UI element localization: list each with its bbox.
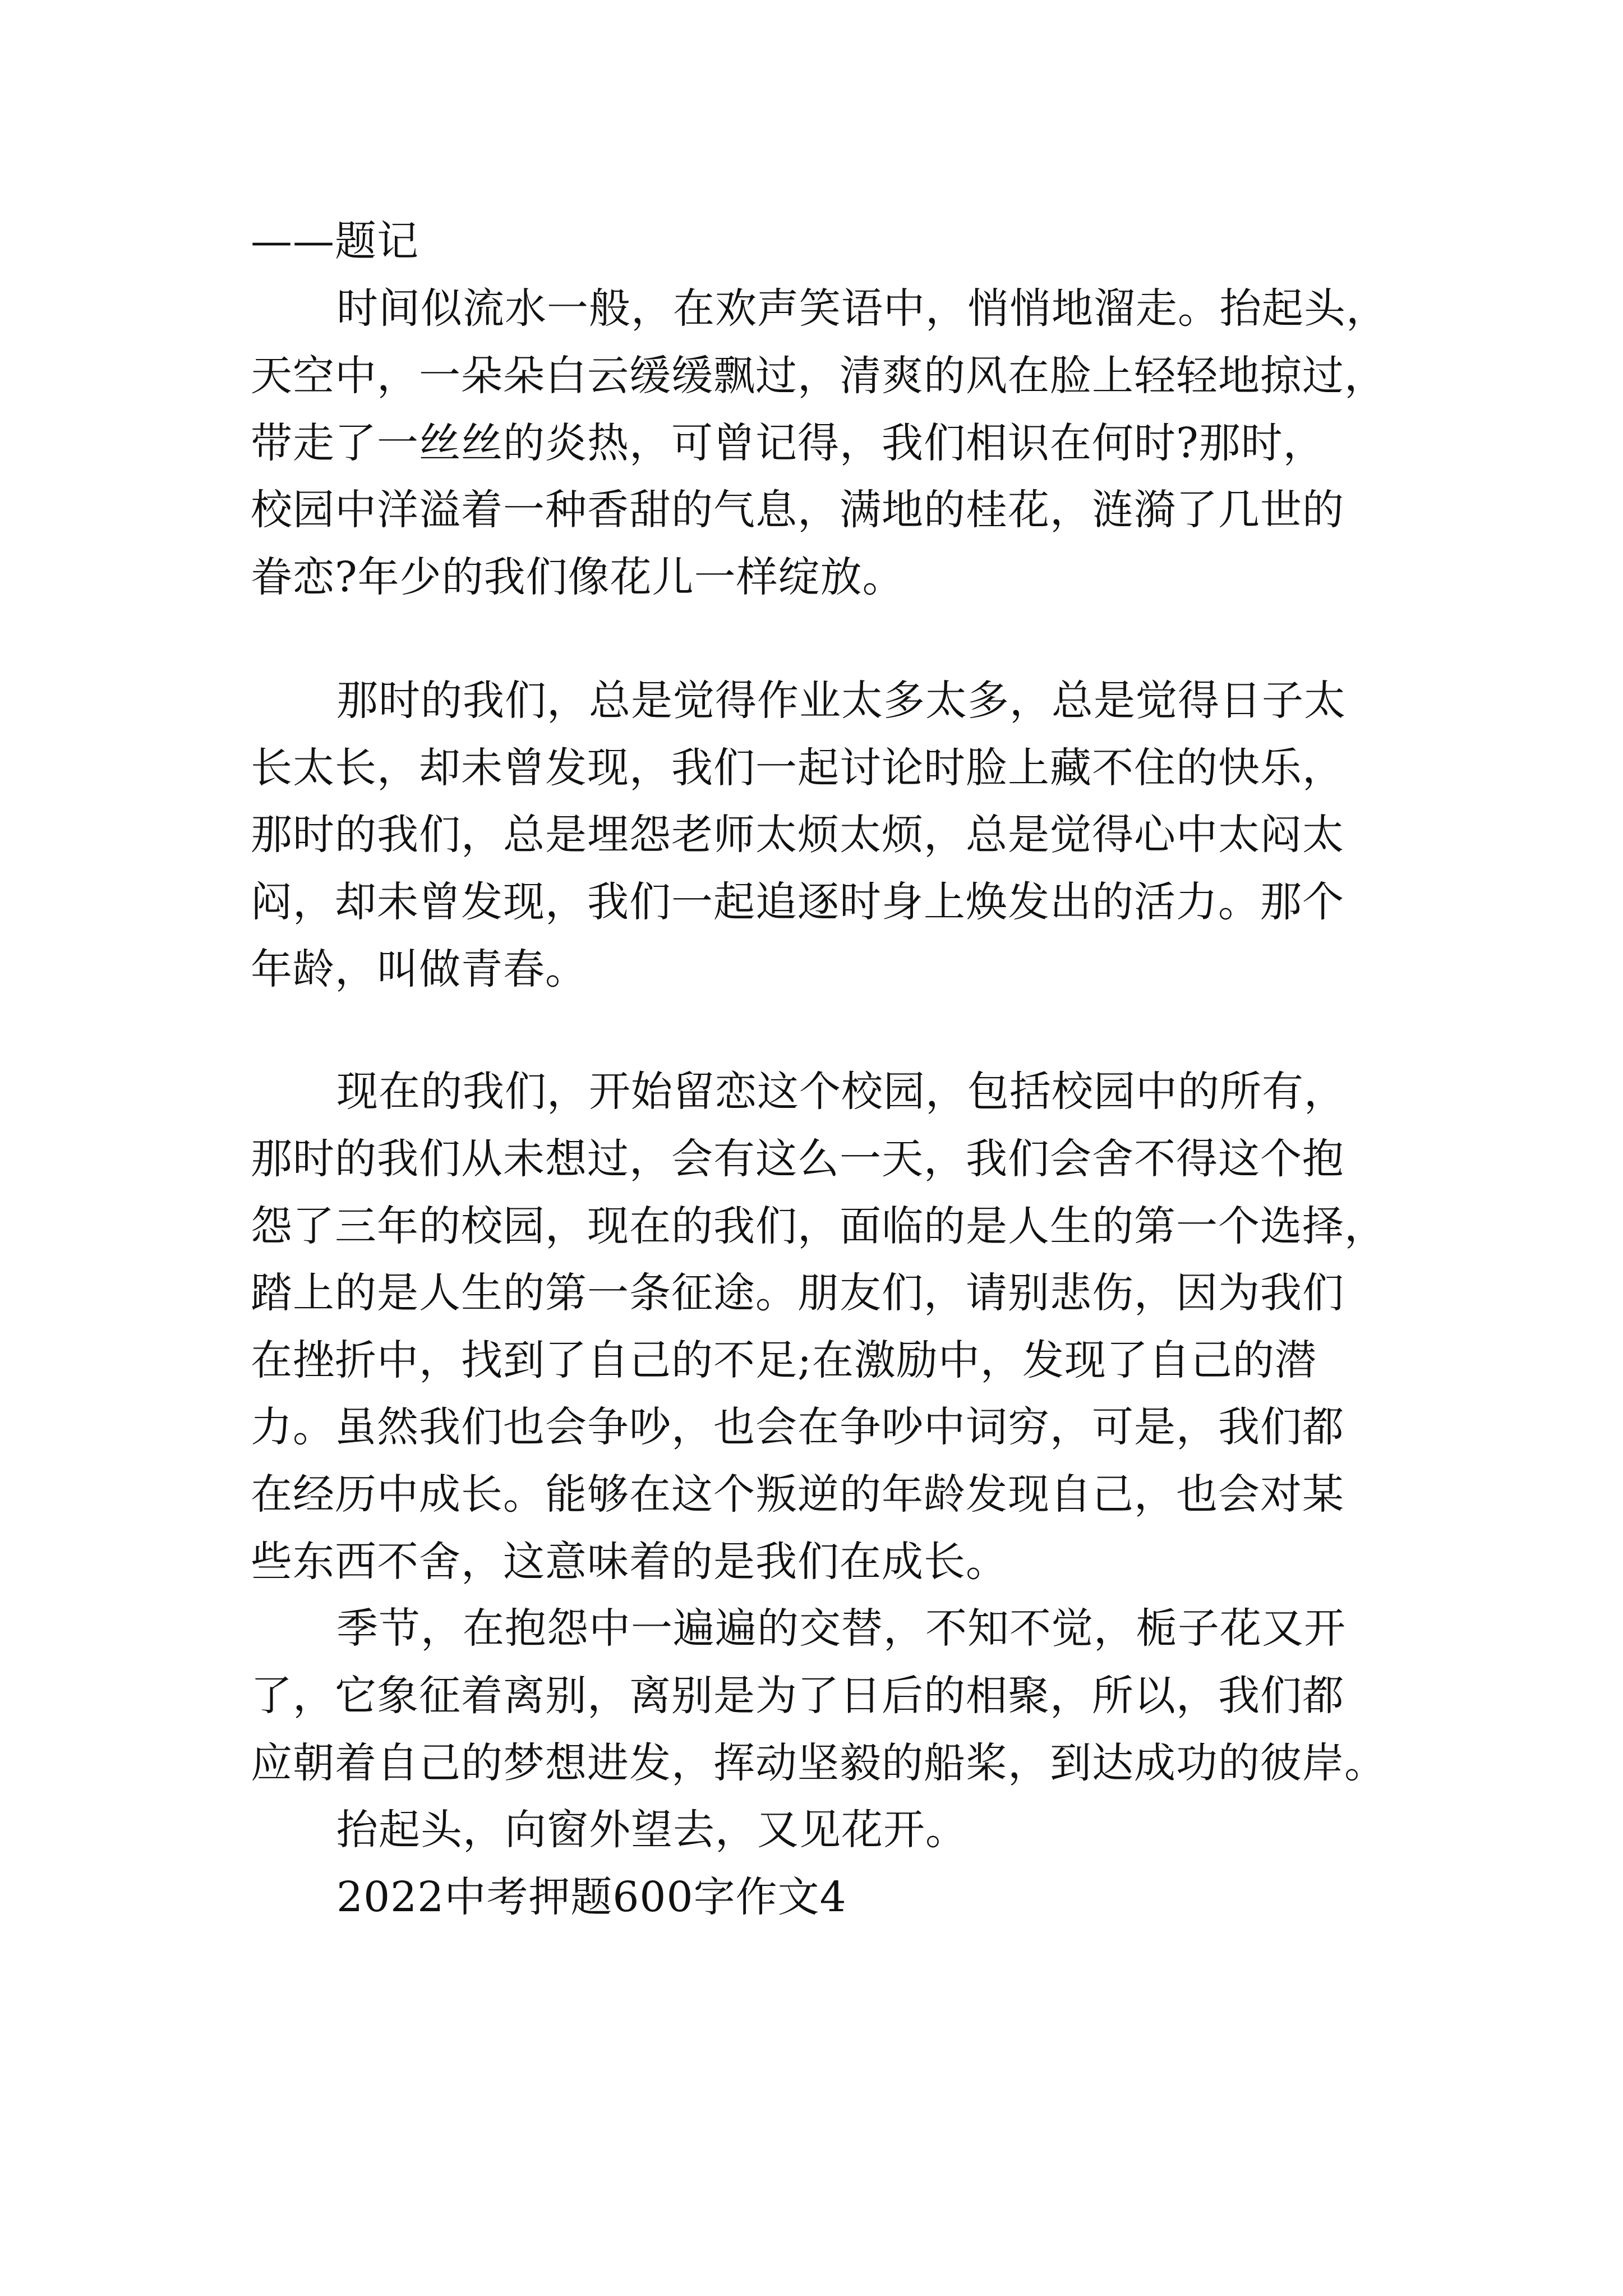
- paragraph-5-line-1: 抬起头，向窗外望去，又见花开。: [336, 1806, 967, 1854]
- paragraph-1-line-4: 校园中洋溢着一种香甜的气息，满地的桂花，涟漪了几世的: [251, 486, 1344, 534]
- paragraph-3-line-1: 现在的我们，开始留恋这个校园，包括校园中的所有，: [336, 1068, 1346, 1116]
- paragraph-2-line-5: 年龄，叫做青春。: [251, 945, 587, 993]
- paragraph-1-line-2: 天空中，一朵朵白云缓缓飘过，清爽的风在脸上轻轻地掠过，: [251, 352, 1386, 400]
- paragraph-2-line-4: 闷，却未曾发现，我们一起追逐时身上焕发出的活力。那个: [251, 878, 1344, 926]
- paragraph-4-line-2: 了，它象征着离别，离别是为了日后的相聚，所以，我们都: [251, 1672, 1344, 1720]
- paragraph-2-line-2: 长太长，却未曾发现，我们一起讨论时脸上藏不住的快乐，: [251, 744, 1344, 792]
- paragraph-3-line-7: 在经历中成长。能够在这个叛逆的年龄发现自己，也会对某: [251, 1470, 1344, 1519]
- next-essay-heading: 2022中考押题600字作文4: [336, 1873, 847, 1921]
- paragraph-3-line-8: 些东西不舍，这意味着的是我们在成长。: [251, 1538, 1008, 1586]
- paragraph-2-line-3: 那时的我们，总是埋怨老师太烦太烦，总是觉得心中太闷太: [251, 811, 1344, 859]
- epigraph-attribution: ——题记: [251, 217, 419, 265]
- paragraph-3-line-3: 怨了三年的校园，现在的我们，面临的是人生的第一个选择，: [251, 1202, 1386, 1250]
- paragraph-3-line-5: 在挫折中，找到了自己的不足;在激励中，发现了自己的潜: [251, 1336, 1317, 1384]
- paragraph-4-line-3: 应朝着自己的梦想进发，挥动坚毅的船桨，到达成功的彼岸。: [251, 1739, 1386, 1787]
- paragraph-3-line-6: 力。虽然我们也会争吵，也会在争吵中词穷，可是，我们都: [251, 1403, 1344, 1451]
- paragraph-2-line-1: 那时的我们，总是觉得作业太多太多，总是觉得日子太: [336, 677, 1346, 725]
- paragraph-1-line-5: 眷恋?年少的我们像花儿一样绽放。: [251, 553, 905, 601]
- paragraph-1-line-1: 时间似流水一般，在欢声笑语中，悄悄地溜走。抬起头，: [336, 284, 1388, 333]
- paragraph-3-line-2: 那时的我们从未想过，会有这么一天，我们会舍不得这个抱: [251, 1135, 1344, 1183]
- paragraph-3-line-4: 踏上的是人生的第一条征途。朋友们，请别悲伤，因为我们: [251, 1269, 1344, 1317]
- paragraph-4-line-1: 季节，在抱怨中一遍遍的交替，不知不觉，栀子花又开: [336, 1604, 1346, 1653]
- paragraph-1-line-3: 带走了一丝丝的炎热，可曾记得，我们相识在何时?那时，: [251, 419, 1325, 467]
